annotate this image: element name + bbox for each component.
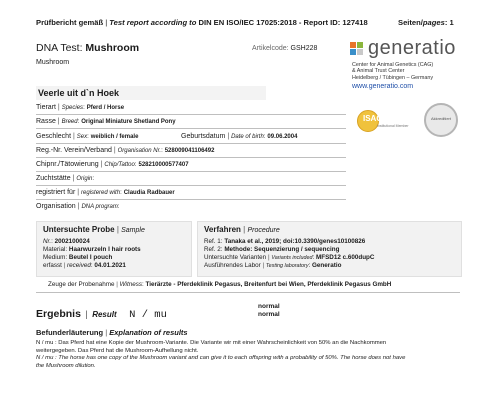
isag-badge xyxy=(357,110,409,132)
logo-square-green xyxy=(357,42,363,48)
sample-medium: Medium: Beutel I pouch xyxy=(43,254,113,261)
test-name: Mushroom xyxy=(85,42,140,54)
procedure-ref1: Ref. 1: Tanaka et al., 2019; doi:10.3390/genes10100826 xyxy=(204,238,366,245)
interpretation-text xyxy=(36,340,405,370)
field-dna-program: Organisation | DNA program: xyxy=(36,203,120,210)
article-code: Artikelcode: GSH228 xyxy=(252,45,318,52)
logo-mark xyxy=(350,42,364,56)
logo-wordmark: generatio xyxy=(368,37,456,59)
header-title: Prüfbericht gemäß xyxy=(36,18,104,27)
animal-name: Veerle uit d`n Hoek xyxy=(38,88,120,98)
field-species: Tierart | Species: Pferd / Horse xyxy=(36,104,125,111)
field-dob: Geburtsdatum | Date of birth: 09.06.2004 xyxy=(181,133,298,140)
isag-text: ISAG xyxy=(363,114,383,123)
test-subtitle: Mushroom xyxy=(36,59,70,66)
field-origin: Zuchtstätte | Origin: xyxy=(36,175,95,182)
sample-title: Untersuchte Probe | Sample xyxy=(43,225,145,234)
procedure-box xyxy=(197,221,462,277)
report-header xyxy=(36,18,368,27)
field-organisation-nr: Reg.-Nr. Verein/Verband | Organisation Nr.: 528009041106492 xyxy=(36,147,215,154)
interpretation-en-2: the Mushroom dilution. xyxy=(36,362,96,369)
generatio-logo xyxy=(350,37,480,59)
witness-line: Zeuge der Probenahme | Witness: Tierärzte - Pferdeklinik Pegasus, Breitenfurt bei Wien, Pferdeklinik Pegasus GmbH xyxy=(48,281,392,288)
divider xyxy=(36,199,346,200)
interpretation-de-1: N / mu : Das Pferd hat eine Kopie der Mushroom-Variante. Die Variante wir mit einer Wahrscheinlichkeit von 50% an die Nachkommen xyxy=(36,340,387,346)
sample-material: Material: Haarwurzeln I hair roots xyxy=(43,246,141,253)
field-sex: Geschlecht | Sex: weiblich / female xyxy=(36,133,139,140)
divider xyxy=(36,143,346,144)
procedure-variants: Untersuchte Varianten | Variants included: MFSD12 c.600dupC xyxy=(204,254,375,261)
sample-received: erfasst | received: 04.01.2021 xyxy=(43,262,126,269)
sample-box xyxy=(36,221,192,277)
result-label: Ergebnis xyxy=(36,308,81,320)
divider xyxy=(36,157,346,158)
procedure-ref2: Ref. 2: Methode: Sequenzierung / sequencing xyxy=(204,246,340,253)
seal-text: Akkreditiert xyxy=(430,116,451,121)
logo-square-blue xyxy=(350,49,356,55)
page-count: Seiten/pages: 1 xyxy=(398,18,454,27)
divider xyxy=(36,114,346,115)
field-registered: registriert für | registered with: Claudia Radbauer xyxy=(36,189,175,196)
header-sep: | xyxy=(103,18,110,27)
sample-nr: Nr.: 2002100024 xyxy=(43,238,90,245)
field-breed: Rasse | Breed: Original Miniature Shetland Pony xyxy=(36,118,176,125)
logo-square-orange xyxy=(350,42,356,48)
interpretation-de-2: weitergegeben. Das Pferd hat die Mushroom-Aufhellung nicht. xyxy=(36,347,199,354)
divider xyxy=(36,128,346,129)
interpretation-title: Befunderläuterung | Explanation of results xyxy=(36,328,188,337)
procedure-lab: Ausführendes Labor | Testing laboratory: Generatio xyxy=(204,262,342,269)
logo-square-grey xyxy=(357,49,363,55)
animal-name-bar xyxy=(36,86,266,100)
test-title: DNA Test: Mushroom xyxy=(36,42,140,54)
result-line: Ergebnis | Result N / mu xyxy=(36,308,167,321)
interpretation-en-1: N / mu : The horse has one copy of the Mushroom variant and can give it to each offspring with a probability of 50%. The horse does not have xyxy=(36,355,406,362)
accreditation-seal xyxy=(424,103,458,137)
header-report-id: DIN EN ISO/IEC 17025:2018 - Report ID: 127418 xyxy=(196,18,368,27)
result-label-en: Result xyxy=(92,310,117,319)
logo-url[interactable]: www.generatio.com xyxy=(352,83,414,90)
divider xyxy=(36,185,346,186)
header-title-en: Test report according to xyxy=(109,18,197,27)
result-phenotype: normal normal xyxy=(258,303,280,318)
isag-subtext: Institutional Member xyxy=(377,124,409,128)
field-chip: Chipnr./Tätowierung | Chip/Tattoo: 528210000577407 xyxy=(36,161,189,168)
divider xyxy=(36,292,460,293)
procedure-details xyxy=(204,238,374,270)
result-value: N / mu xyxy=(129,309,167,321)
logo-address: Center for Animal Genetics (CAG) & Animal Trust Center Heidelberg / Tübingen – Germany xyxy=(352,62,434,81)
sample-details xyxy=(43,238,141,270)
divider xyxy=(36,171,346,172)
procedure-title: Verfahren | Procedure xyxy=(204,225,280,234)
